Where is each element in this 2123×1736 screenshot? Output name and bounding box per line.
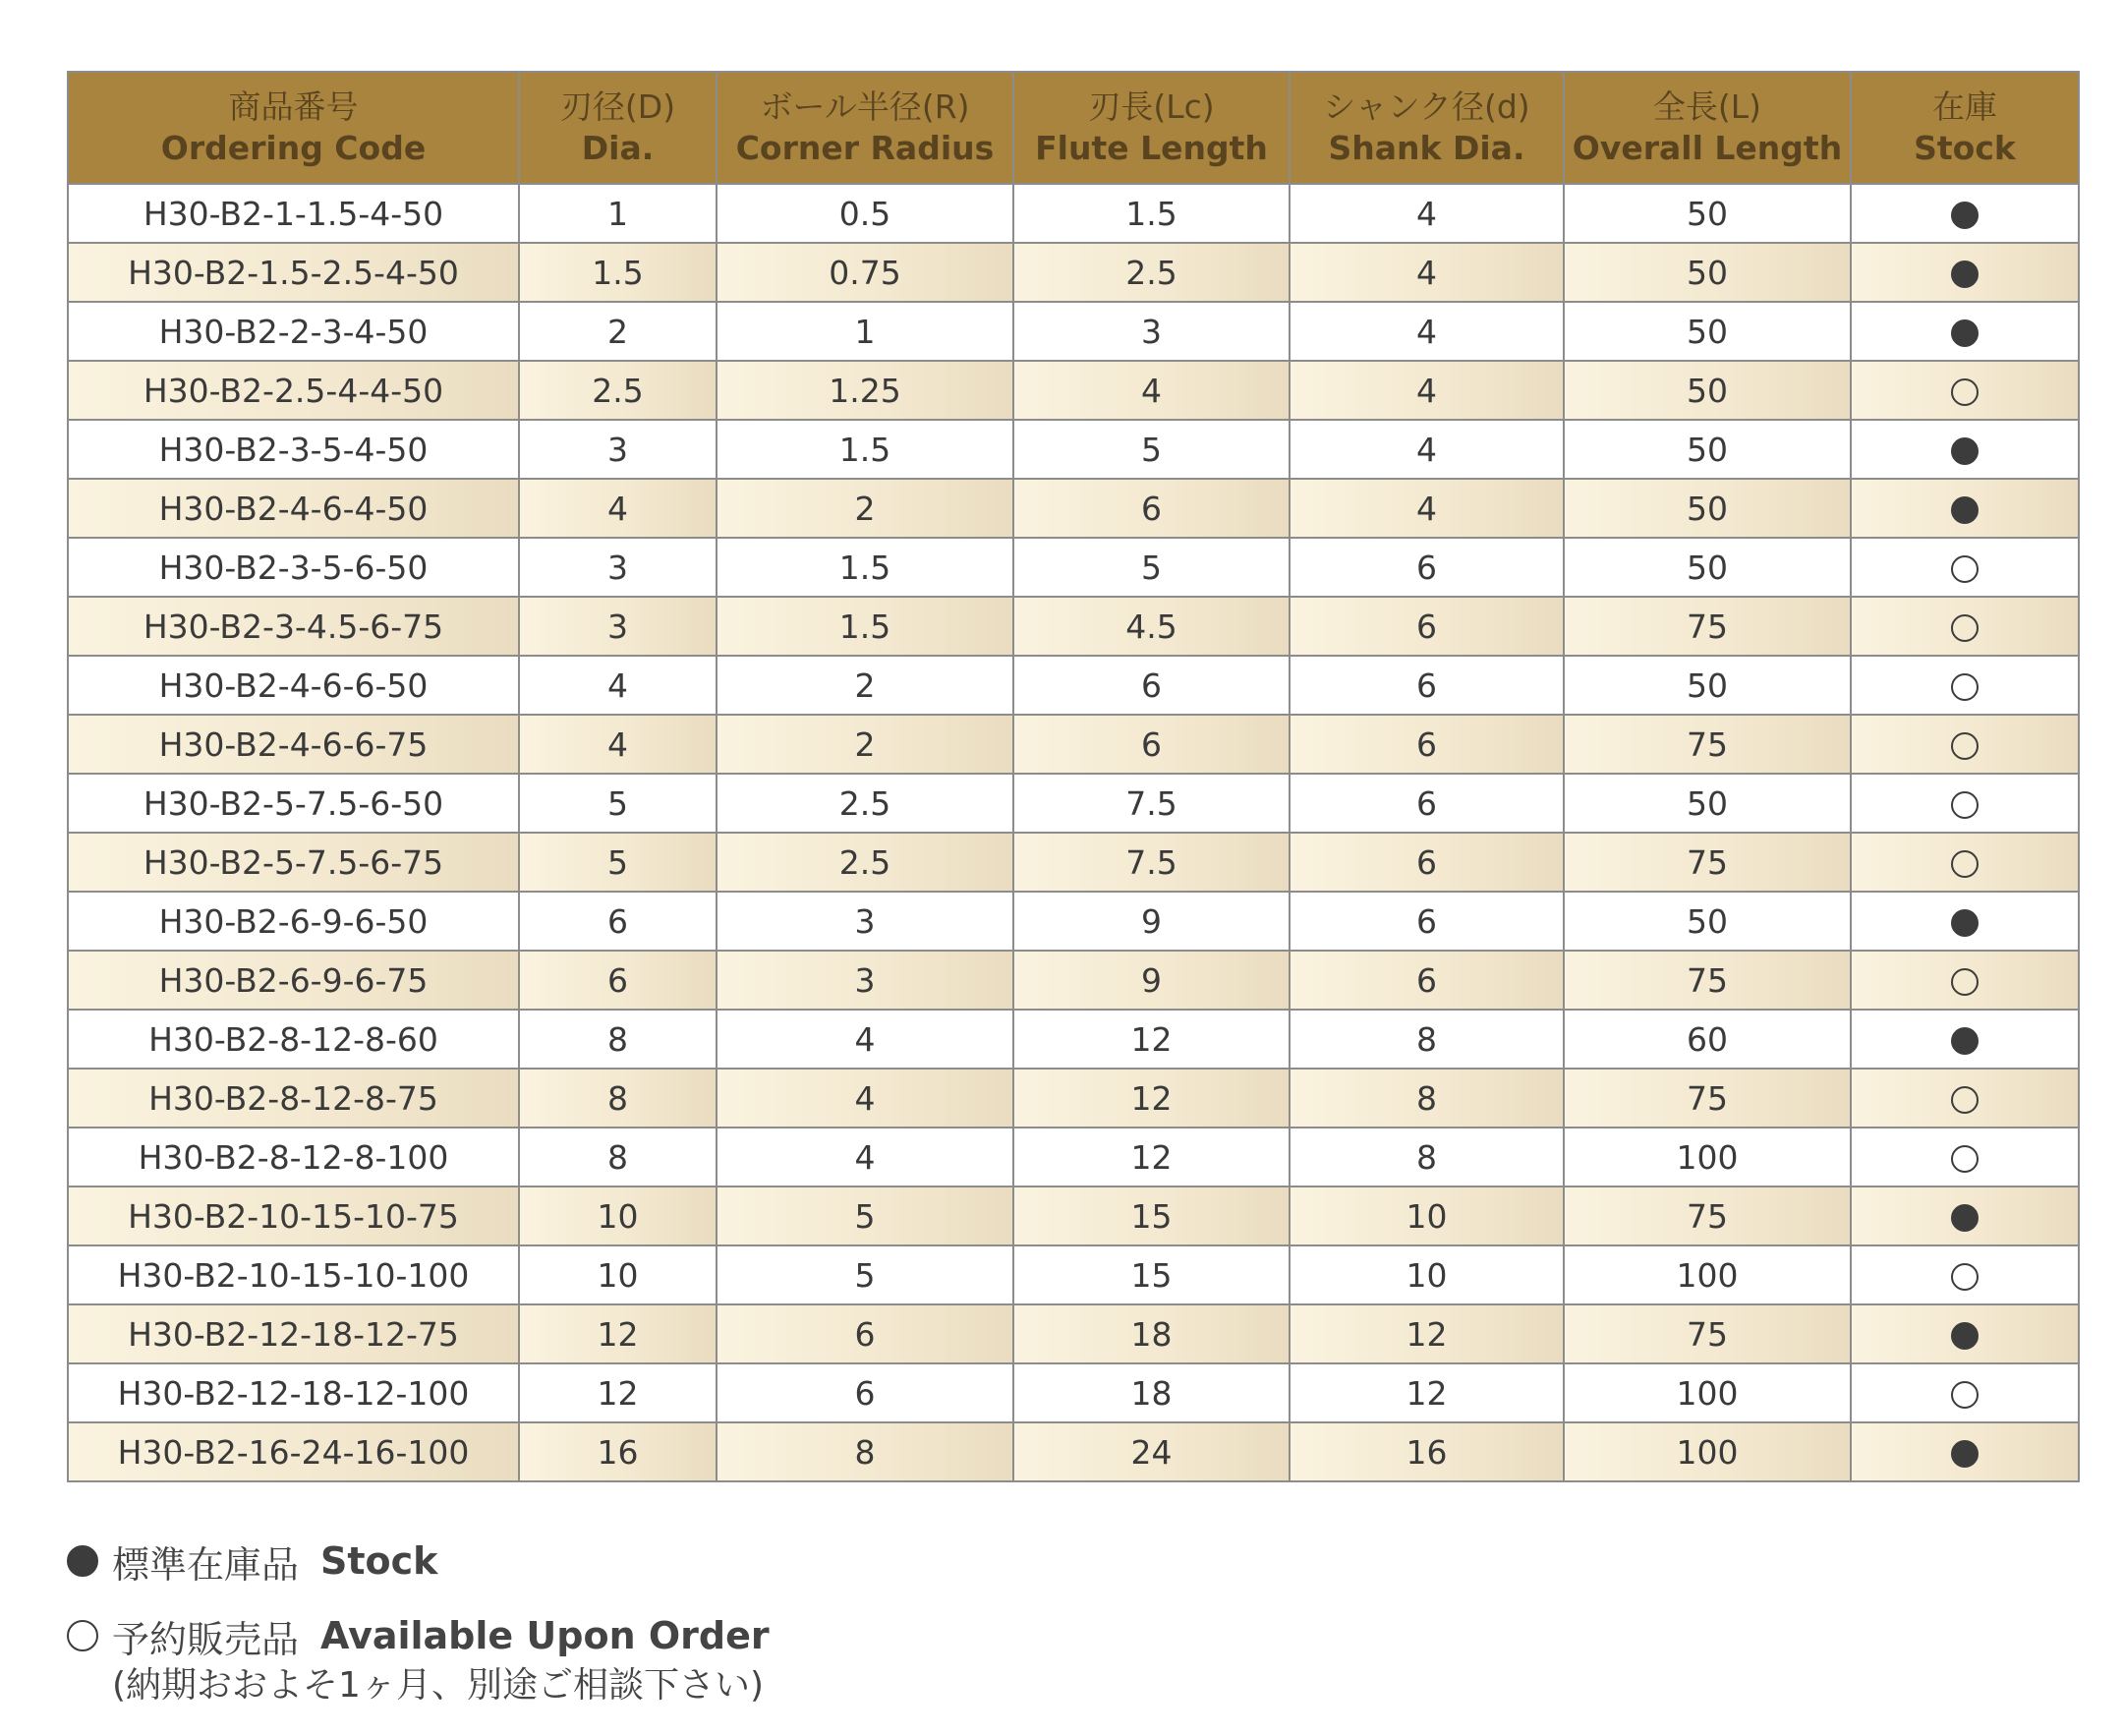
cell-overall-length: 50 <box>1564 420 1851 479</box>
cell-corner-radius: 1 <box>717 302 1013 361</box>
cell-ordering-code: H30-B2-6-9-6-75 <box>68 951 519 1010</box>
cell-corner-radius: 1.5 <box>717 538 1013 597</box>
cell-dia: 3 <box>519 597 717 656</box>
cell-dia: 16 <box>519 1422 717 1481</box>
cell-overall-length: 75 <box>1564 1186 1851 1245</box>
cell-ordering-code: H30-B2-8-12-8-100 <box>68 1128 519 1186</box>
table-row <box>68 656 2079 715</box>
table-header <box>68 72 2079 184</box>
cell-corner-radius: 2 <box>717 715 1013 774</box>
cell-stock <box>1851 538 2079 597</box>
cell-flute-length: 6 <box>1013 479 1290 538</box>
cell-dia: 3 <box>519 538 717 597</box>
header-overall-length <box>1564 72 1851 184</box>
cell-shank-dia: 4 <box>1290 361 1564 420</box>
filled-circle-icon <box>1951 909 1979 937</box>
spec-table <box>67 71 2080 1482</box>
cell-flute-length: 12 <box>1013 1010 1290 1069</box>
header-ja: 刃径(D) <box>559 87 676 126</box>
cell-corner-radius: 2.5 <box>717 774 1013 833</box>
cell-flute-length: 12 <box>1013 1128 1290 1186</box>
cell-ordering-code: H30-B2-12-18-12-100 <box>68 1363 519 1422</box>
cell-stock <box>1851 1128 2079 1186</box>
cell-flute-length: 24 <box>1013 1422 1290 1481</box>
cell-overall-length: 75 <box>1564 597 1851 656</box>
cell-flute-length: 6 <box>1013 656 1290 715</box>
header-ordering-code <box>68 72 519 184</box>
cell-overall-length: 60 <box>1564 1010 1851 1069</box>
table-row <box>68 243 2079 302</box>
cell-dia: 3 <box>519 420 717 479</box>
cell-shank-dia: 10 <box>1290 1245 1564 1304</box>
cell-ordering-code: H30-B2-2-3-4-50 <box>68 302 519 361</box>
cell-corner-radius: 0.75 <box>717 243 1013 302</box>
cell-corner-radius: 3 <box>717 951 1013 1010</box>
cell-overall-length: 75 <box>1564 1069 1851 1128</box>
cell-corner-radius: 5 <box>717 1245 1013 1304</box>
cell-shank-dia: 6 <box>1290 774 1564 833</box>
cell-shank-dia: 6 <box>1290 833 1564 892</box>
open-circle-icon <box>1951 791 1979 819</box>
cell-shank-dia: 6 <box>1290 715 1564 774</box>
filled-circle-icon <box>1951 1322 1979 1350</box>
legend-order-note: (納期おおよそ1ヶ月、別途ご相談下さい) <box>112 1665 764 1706</box>
cell-stock <box>1851 1186 2079 1245</box>
cell-shank-dia: 4 <box>1290 420 1564 479</box>
cell-dia: 8 <box>519 1010 717 1069</box>
open-circle-icon <box>1951 1145 1979 1173</box>
cell-shank-dia: 4 <box>1290 302 1564 361</box>
cell-dia: 4 <box>519 479 717 538</box>
cell-dia: 8 <box>519 1069 717 1128</box>
cell-stock <box>1851 597 2079 656</box>
cell-flute-length: 9 <box>1013 951 1290 1010</box>
header-shank-dia <box>1290 72 1564 184</box>
cell-overall-length: 75 <box>1564 1304 1851 1363</box>
cell-shank-dia: 8 <box>1290 1010 1564 1069</box>
cell-dia: 5 <box>519 774 717 833</box>
header-ja: 刃長(Lc) <box>1088 87 1215 126</box>
cell-overall-length: 50 <box>1564 243 1851 302</box>
cell-flute-length: 9 <box>1013 892 1290 951</box>
cell-shank-dia: 6 <box>1290 538 1564 597</box>
filled-circle-icon <box>1951 1204 1979 1232</box>
legend-order <box>67 1608 770 1663</box>
cell-stock <box>1851 1304 2079 1363</box>
legend-stock-ja: 標準在庫品 <box>112 1542 300 1587</box>
cell-ordering-code: H30-B2-5-7.5-6-50 <box>68 774 519 833</box>
cell-ordering-code: H30-B2-4-6-6-50 <box>68 656 519 715</box>
table-row <box>68 1186 2079 1245</box>
cell-overall-length: 50 <box>1564 184 1851 243</box>
cell-ordering-code: H30-B2-1.5-2.5-4-50 <box>68 243 519 302</box>
cell-corner-radius: 2 <box>717 479 1013 538</box>
cell-ordering-code: H30-B2-8-12-8-75 <box>68 1069 519 1128</box>
table-row <box>68 420 2079 479</box>
filled-circle-icon <box>1951 1027 1979 1055</box>
cell-overall-length: 50 <box>1564 892 1851 951</box>
cell-shank-dia: 16 <box>1290 1422 1564 1481</box>
open-circle-icon <box>1951 732 1979 760</box>
table-row <box>68 1128 2079 1186</box>
table-row <box>68 1010 2079 1069</box>
cell-stock <box>1851 951 2079 1010</box>
cell-overall-length: 75 <box>1564 715 1851 774</box>
filled-circle-icon <box>1951 260 1979 288</box>
legend <box>67 1533 770 1708</box>
header-ja: 全長(L) <box>1652 87 1762 126</box>
header-en: Stock <box>1914 129 2016 167</box>
cell-ordering-code: H30-B2-3-5-6-50 <box>68 538 519 597</box>
cell-flute-length: 1.5 <box>1013 184 1290 243</box>
open-circle-icon <box>1951 555 1979 583</box>
cell-stock <box>1851 774 2079 833</box>
filled-circle-icon <box>1951 1440 1979 1468</box>
cell-corner-radius: 6 <box>717 1304 1013 1363</box>
cell-ordering-code: H30-B2-16-24-16-100 <box>68 1422 519 1481</box>
table-row <box>68 1304 2079 1363</box>
header-ja: シャンク径(d) <box>1323 87 1530 126</box>
cell-overall-length: 50 <box>1564 361 1851 420</box>
table-body <box>68 184 2079 1481</box>
cell-corner-radius: 4 <box>717 1069 1013 1128</box>
header-corner-radius <box>717 72 1013 184</box>
cell-flute-length: 4.5 <box>1013 597 1290 656</box>
cell-flute-length: 4 <box>1013 361 1290 420</box>
cell-corner-radius: 8 <box>717 1422 1013 1481</box>
header-flute-length <box>1013 72 1290 184</box>
cell-overall-length: 50 <box>1564 774 1851 833</box>
open-circle-icon <box>1951 1381 1979 1409</box>
cell-stock <box>1851 656 2079 715</box>
cell-overall-length: 75 <box>1564 833 1851 892</box>
cell-stock <box>1851 1422 2079 1481</box>
cell-shank-dia: 8 <box>1290 1128 1564 1186</box>
header-en: Overall Length <box>1572 129 1843 167</box>
cell-dia: 12 <box>519 1304 717 1363</box>
header-ja: 在庫 <box>1932 87 1997 126</box>
cell-overall-length: 100 <box>1564 1422 1851 1481</box>
open-circle-icon <box>67 1620 98 1651</box>
cell-corner-radius: 1.5 <box>717 597 1013 656</box>
cell-corner-radius: 2.5 <box>717 833 1013 892</box>
cell-corner-radius: 1.5 <box>717 420 1013 479</box>
cell-flute-length: 5 <box>1013 538 1290 597</box>
cell-corner-radius: 3 <box>717 892 1013 951</box>
table-row <box>68 1422 2079 1481</box>
cell-overall-length: 100 <box>1564 1363 1851 1422</box>
cell-ordering-code: H30-B2-1-1.5-4-50 <box>68 184 519 243</box>
cell-dia: 1.5 <box>519 243 717 302</box>
table-row <box>68 715 2079 774</box>
cell-shank-dia: 8 <box>1290 1069 1564 1128</box>
table-row <box>68 361 2079 420</box>
open-circle-icon <box>1951 378 1979 406</box>
cell-overall-length: 100 <box>1564 1245 1851 1304</box>
cell-shank-dia: 10 <box>1290 1186 1564 1245</box>
table-row <box>68 302 2079 361</box>
filled-circle-icon <box>1951 202 1979 229</box>
cell-corner-radius: 2 <box>717 656 1013 715</box>
cell-corner-radius: 4 <box>717 1128 1013 1186</box>
table-row <box>68 597 2079 656</box>
cell-ordering-code: H30-B2-8-12-8-60 <box>68 1010 519 1069</box>
open-circle-icon <box>1951 1086 1979 1114</box>
cell-shank-dia: 12 <box>1290 1304 1564 1363</box>
header-dia <box>519 72 717 184</box>
cell-flute-length: 7.5 <box>1013 833 1290 892</box>
table-row <box>68 951 2079 1010</box>
cell-shank-dia: 6 <box>1290 951 1564 1010</box>
cell-stock <box>1851 892 2079 951</box>
cell-overall-length: 50 <box>1564 538 1851 597</box>
table-row <box>68 184 2079 243</box>
header-en: Ordering Code <box>160 129 427 167</box>
open-circle-icon <box>1951 850 1979 878</box>
cell-flute-length: 15 <box>1013 1186 1290 1245</box>
cell-shank-dia: 4 <box>1290 243 1564 302</box>
filled-circle-icon <box>1951 319 1979 347</box>
cell-stock <box>1851 184 2079 243</box>
header-en: Flute Length <box>1035 129 1268 167</box>
legend-stock <box>67 1533 770 1589</box>
cell-stock <box>1851 243 2079 302</box>
header-row <box>68 72 2079 184</box>
cell-dia: 10 <box>519 1186 717 1245</box>
legend-order-en: Available Upon Order <box>320 1614 770 1657</box>
header-en: Shank Dia. <box>1328 129 1525 167</box>
table-row <box>68 1069 2079 1128</box>
cell-ordering-code: H30-B2-10-15-10-75 <box>68 1186 519 1245</box>
open-circle-icon <box>1951 614 1979 642</box>
legend-order-ja: 予約販売品 <box>112 1617 300 1661</box>
cell-shank-dia: 4 <box>1290 479 1564 538</box>
open-circle-icon <box>1951 673 1979 701</box>
filled-circle-icon <box>67 1545 98 1577</box>
cell-dia: 1 <box>519 184 717 243</box>
cell-corner-radius: 4 <box>717 1010 1013 1069</box>
header-ja: 商品番号 <box>228 87 359 126</box>
header-ja: ボール半径(R) <box>760 87 970 126</box>
cell-corner-radius: 0.5 <box>717 184 1013 243</box>
cell-shank-dia: 6 <box>1290 892 1564 951</box>
cell-stock <box>1851 1363 2079 1422</box>
cell-stock <box>1851 715 2079 774</box>
cell-stock <box>1851 1245 2079 1304</box>
cell-ordering-code: H30-B2-10-15-10-100 <box>68 1245 519 1304</box>
cell-corner-radius: 1.25 <box>717 361 1013 420</box>
cell-stock <box>1851 361 2079 420</box>
cell-flute-length: 7.5 <box>1013 774 1290 833</box>
header-en: Dia. <box>581 129 655 167</box>
cell-stock <box>1851 479 2079 538</box>
cell-overall-length: 75 <box>1564 951 1851 1010</box>
cell-shank-dia: 6 <box>1290 656 1564 715</box>
cell-stock <box>1851 420 2079 479</box>
cell-stock <box>1851 833 2079 892</box>
cell-ordering-code: H30-B2-4-6-6-75 <box>68 715 519 774</box>
table-row <box>68 1245 2079 1304</box>
cell-overall-length: 50 <box>1564 479 1851 538</box>
header-en: Corner Radius <box>735 129 995 167</box>
cell-shank-dia: 4 <box>1290 184 1564 243</box>
cell-ordering-code: H30-B2-4-6-4-50 <box>68 479 519 538</box>
cell-dia: 4 <box>519 656 717 715</box>
cell-overall-length: 50 <box>1564 302 1851 361</box>
cell-flute-length: 2.5 <box>1013 243 1290 302</box>
cell-flute-length: 15 <box>1013 1245 1290 1304</box>
header-stock <box>1851 72 2079 184</box>
open-circle-icon <box>1951 1263 1979 1291</box>
cell-overall-length: 100 <box>1564 1128 1851 1186</box>
open-circle-icon <box>1951 968 1979 996</box>
legend-stock-en: Stock <box>320 1539 438 1583</box>
cell-ordering-code: H30-B2-3-4.5-6-75 <box>68 597 519 656</box>
table-row <box>68 1363 2079 1422</box>
cell-dia: 12 <box>519 1363 717 1422</box>
cell-stock <box>1851 302 2079 361</box>
cell-ordering-code: H30-B2-3-5-4-50 <box>68 420 519 479</box>
cell-dia: 4 <box>519 715 717 774</box>
cell-dia: 2 <box>519 302 717 361</box>
cell-stock <box>1851 1010 2079 1069</box>
cell-ordering-code: H30-B2-2.5-4-4-50 <box>68 361 519 420</box>
table-row <box>68 479 2079 538</box>
filled-circle-icon <box>1951 437 1979 465</box>
cell-shank-dia: 6 <box>1290 597 1564 656</box>
cell-dia: 10 <box>519 1245 717 1304</box>
cell-flute-length: 6 <box>1013 715 1290 774</box>
cell-dia: 6 <box>519 951 717 1010</box>
cell-flute-length: 12 <box>1013 1069 1290 1128</box>
cell-ordering-code: H30-B2-5-7.5-6-75 <box>68 833 519 892</box>
cell-flute-length: 5 <box>1013 420 1290 479</box>
cell-flute-length: 18 <box>1013 1304 1290 1363</box>
table-row <box>68 833 2079 892</box>
cell-shank-dia: 12 <box>1290 1363 1564 1422</box>
cell-corner-radius: 6 <box>717 1363 1013 1422</box>
cell-stock <box>1851 1069 2079 1128</box>
filled-circle-icon <box>1951 496 1979 524</box>
cell-overall-length: 50 <box>1564 656 1851 715</box>
table-row <box>68 538 2079 597</box>
cell-ordering-code: H30-B2-12-18-12-75 <box>68 1304 519 1363</box>
cell-ordering-code: H30-B2-6-9-6-50 <box>68 892 519 951</box>
cell-dia: 2.5 <box>519 361 717 420</box>
cell-dia: 5 <box>519 833 717 892</box>
cell-flute-length: 3 <box>1013 302 1290 361</box>
table-row <box>68 892 2079 951</box>
table-row <box>68 774 2079 833</box>
cell-flute-length: 18 <box>1013 1363 1290 1422</box>
cell-dia: 8 <box>519 1128 717 1186</box>
cell-dia: 6 <box>519 892 717 951</box>
cell-corner-radius: 5 <box>717 1186 1013 1245</box>
